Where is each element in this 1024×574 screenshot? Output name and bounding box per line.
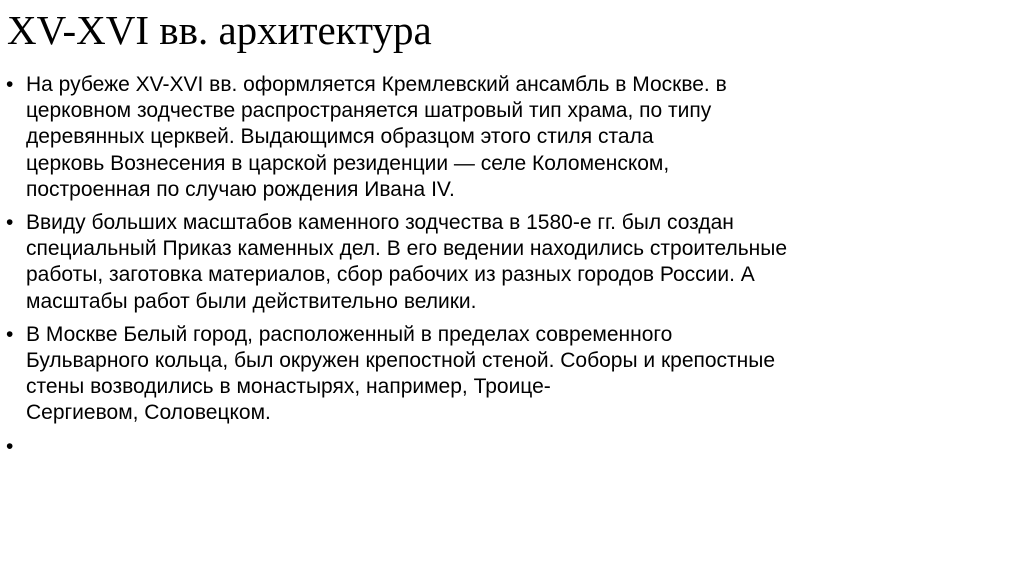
bullet-marker: • [6,73,14,96]
bullet-text-line: масштабы работ были действительно велики. [26,289,477,313]
bullet-text-line: На рубеже XV-XVI вв. оформляется Кремлевский ансамбль в Москве. в [26,73,727,96]
bullet-item [6,210,966,315]
bullet-marker: • [6,322,14,346]
bullet-text-line: Бульварного кольца, был окружен крепостной стеной. Соборы и крепостные [26,349,776,373]
bullet-item [6,322,966,427]
bullet-text-line: Сергиевом, Соловецком. [26,401,271,425]
bullet-text-line: работы, заготовка материалов, сбор рабочих из разных городов России. А [26,263,755,287]
bullet-text-line: деревянных церквей. Выдающимся образцом этого стиля стала [26,125,654,149]
bullet-list [6,72,966,467]
bullet-item-empty [6,434,966,460]
bullet-item [6,72,966,203]
bullet-marker: • [6,211,14,235]
slide-title: XV-XVI вв. архитектура [7,7,432,53]
bullet-text-line: В Москве Белый город, расположенный в пределах современного [26,322,673,346]
bullet-text-line: Ввиду больших масштабов каменного зодчества в 1580-е гг. был создан [26,211,734,235]
bullet-text-line: стены возводились в монастырях, например, Троице- [26,375,551,399]
bullet-text-line: церковном зодчестве распространяется шатровый тип храма, по типу [26,99,712,123]
bullet-marker: • [6,434,14,458]
bullet-text-line: специальный Приказ каменных дел. В его ведении находились строительные [26,237,788,261]
bullet-text-line: построенная по случаю рождения Ивана IV. [26,177,455,201]
bullet-text-line: церковь Вознесения в царской резиденции — селе Коломенском, [26,151,670,175]
